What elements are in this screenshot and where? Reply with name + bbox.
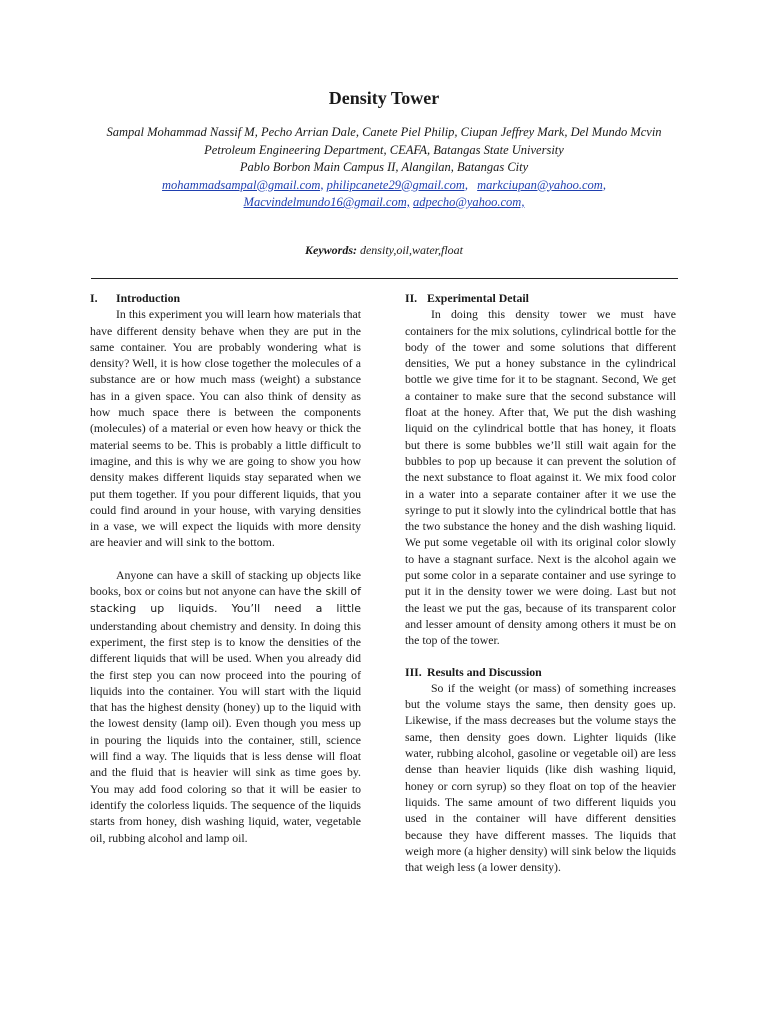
section-title: Experimental Detail	[427, 291, 529, 305]
section-heading-results	[405, 664, 676, 680]
email-link[interactable]: Macvindelmundo16@gmail.com,	[243, 195, 410, 209]
intro-paragraph-2	[90, 567, 361, 846]
section-spacer	[405, 649, 676, 664]
right-column	[405, 290, 676, 875]
email-link[interactable]: philipcanete29@gmail.com,	[326, 177, 468, 192]
keywords-line	[0, 243, 768, 258]
author-campus: Pablo Borbon Main Campus II, Alangilan, Batangas City	[239, 160, 529, 174]
section-heading-introduction	[90, 290, 361, 306]
results-paragraph: So if the weight (or mass) of something increases but the volume stays the same, then density goes up. Likewise, if the mass decreases but the volume stays the same, then density goes down. Lighter liquids (like water, rubbing alcohol, gasoline or vegetable oil) are less dense than heavier liquids (like dish washing liquid, honey or corn syrup) so they float on top of the heavier liquids. The same amount of two different liquids you used in the container will have different densities because they have different masses. The liquids that weigh more (a higher density) will sink below the liquids that weigh less (a lower density).	[405, 680, 676, 875]
header-divider	[91, 278, 678, 279]
email-link[interactable]: adpecho@yahoo.com,	[412, 195, 525, 209]
author-names: Sampal Mohammad Nassif M, Pecho Arrian Dale, Canete Piel Philip, Ciupan Jeffrey Mark, Del Mundo Mcvin	[106, 125, 662, 139]
paragraph-spacer	[90, 551, 361, 567]
paper-title: Density Tower	[328, 88, 440, 108]
section-number: III.	[405, 664, 422, 679]
section-title: Results and Discussion	[427, 664, 542, 679]
author-emails-line-1	[100, 177, 668, 195]
email-link[interactable]: markciupan@yahoo.com,	[477, 177, 606, 192]
left-column	[90, 290, 361, 846]
intro-p2-end: understanding about chemistry and density. In doing this experiment, the first step is to know the densities of the different liquids that will be used. When you already did the first step you can now proceed into the pouring of liquids into the container. You will start with the liquid that has the highest density (honey) up to the liquid with the lowest density (lamp oil). Even though you mess up in pouring the liquids into the container, still, science will find a way. The liquids that is less dense will float and the fluid that is heavier will sink as time goes by. You may add food coloring so that it will be easier to identify the colorless liquids. The sequence of the liquids starts from honey, dish washing liquid, water, vegetable oil, rubbing alcohol and lamp oil.	[90, 618, 361, 845]
experimental-paragraph: In doing this density tower we must have containers for the mix solutions, cylindrical bottle for the body of the tower and some solutions that different densities, We put a honey substance in the cylindrical bottle we give time for it to be stagnant. Second, We get a container to make sure that the second substance will float at the honey. After that, We put the dish washing liquid on the cylindrical bottle that has honey, it floats but there is some bubbles we’ll still wait again for the bubbles to pop up because it can prevent the solution of the next substance to float against it. We mix food color in a water into a separate container after it we use the syringe to put it slowly into the cylindrical bottle that has the two substance the honey and the dish washing liquid. We put some vegetable oil with its original color slowly to have a stagnant surface. Next is the alcohol again we put some color in a separate container and use syringe to put it in the density tower we were doing. Last but not the least we put the gas, because of its transparent color and lesser amount of density among others it must be on the top of the tower.	[405, 307, 676, 648]
author-block	[100, 124, 668, 212]
author-emails-line-2	[100, 194, 668, 212]
intro-p2-start: Anyone can have a skill of stacking up objects like books, box or coins but not anyone can have	[90, 567, 361, 599]
author-department: Petroleum Engineering Department, CEAFA, Batangas State University	[204, 142, 564, 157]
section-title: Introduction	[116, 291, 181, 305]
intro-p2-handwritten-font: the skill of stacking up liquids. You’ll need a little	[90, 585, 361, 616]
email-link[interactable]: mohammadsampal@gmail.com,	[162, 177, 324, 192]
keywords-label: Keywords:	[304, 243, 357, 257]
section-heading-experimental	[405, 290, 676, 306]
keywords-value: density,oil,water,float	[356, 243, 463, 257]
section-number: I.	[90, 291, 98, 305]
section-number: II.	[405, 291, 418, 305]
intro-paragraph-1: In this experiment you will learn how materials that have different density behave when they are put in the same container. You are probably wondering what is density? Well, it is how close together the molecules of a substance are or how much mass (weight) a substance has in a given space. You can also think of density as how much space there is between the components (molecules) of a material or even how heavy or thick the material seems to be. This is probably a little difficult to imagine, and this is why we are going to show you how density makes different liquids stay separated when we put them together. If you pour different liquids, that you could find around in your house, with varying densities in a vase, we will expect the liquids with more density are heavier and will sink to the bottom.	[90, 307, 361, 550]
